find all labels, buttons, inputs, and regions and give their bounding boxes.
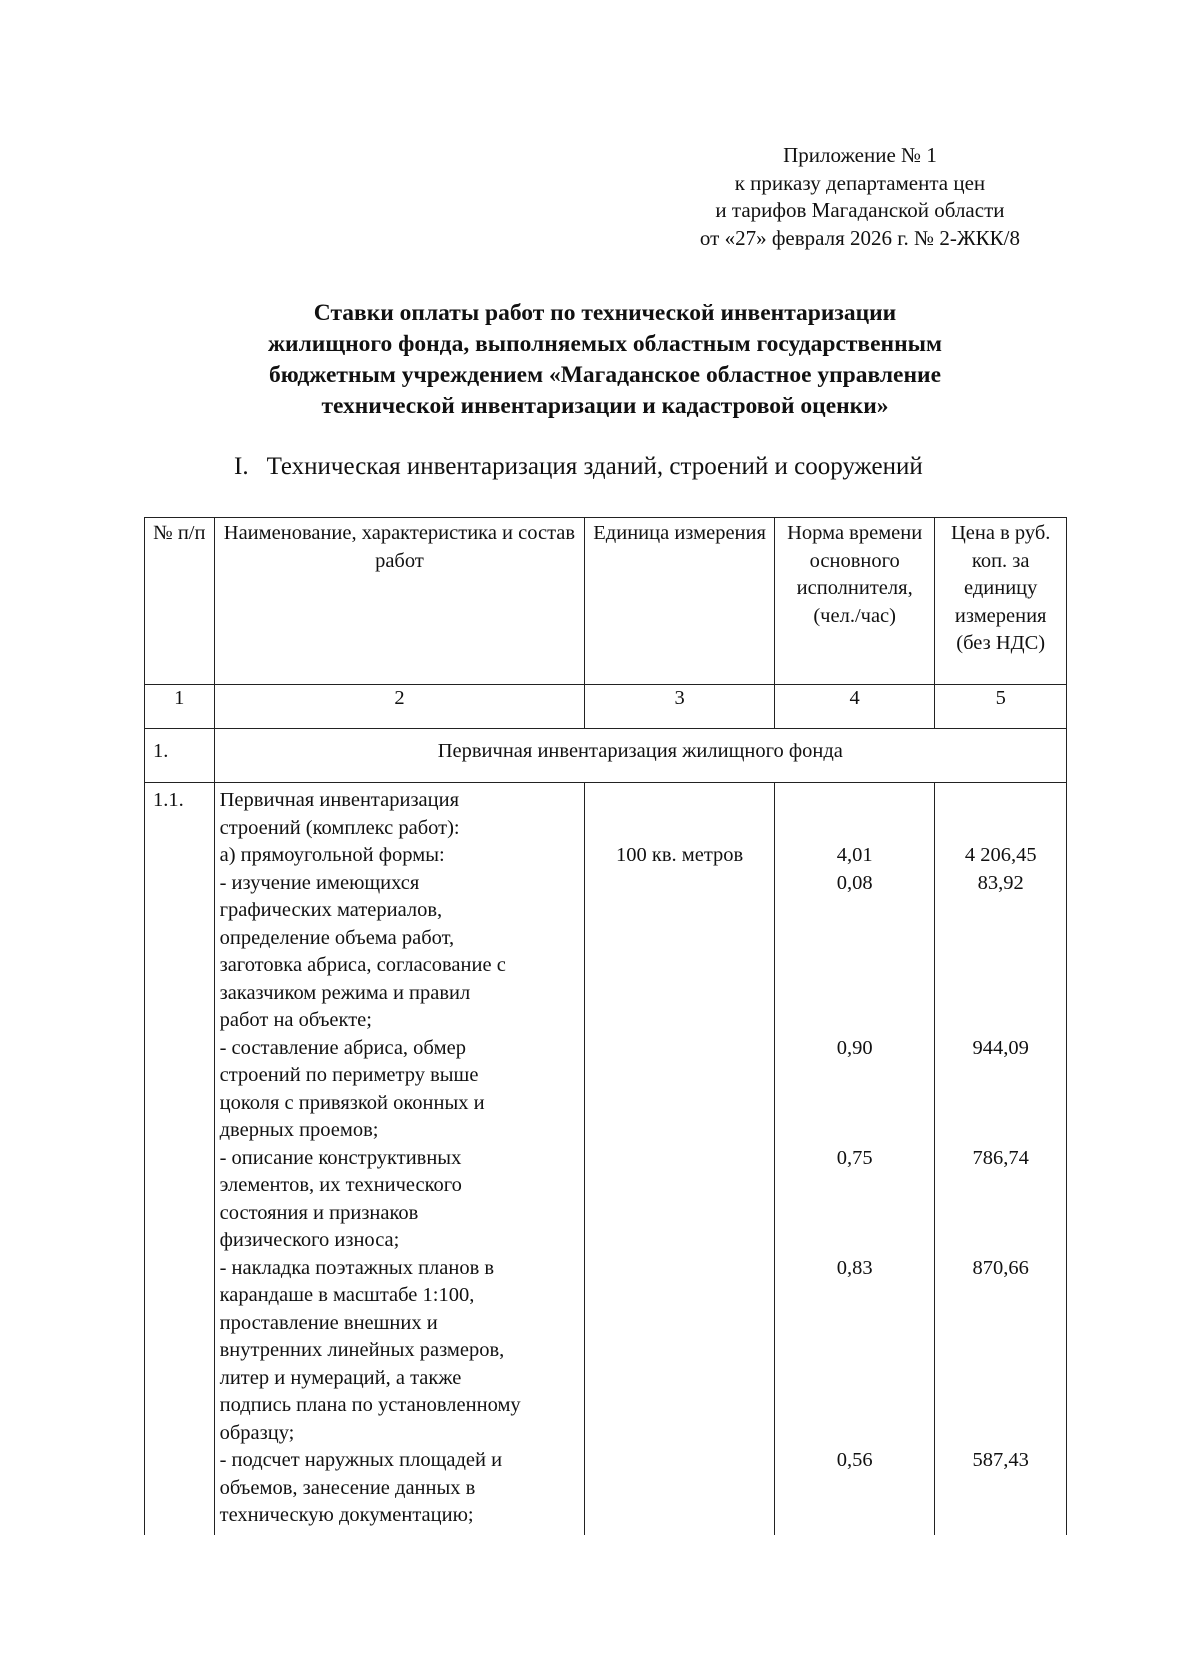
price-value: 587,43: [972, 1449, 1029, 1471]
price-value: 4 206,45: [964, 844, 1037, 866]
price-value: [940, 787, 1061, 815]
norm-value: 0,08: [836, 871, 873, 894]
row-number: 1.1.: [145, 783, 215, 1536]
price-value: [940, 1310, 1061, 1338]
description-line: литер и нумераций, а также: [219, 1366, 462, 1389]
section-row-number: 1.: [145, 729, 215, 783]
norm-value: [780, 1227, 929, 1255]
appendix-line: к приказу департамента цен: [734, 170, 986, 195]
price-value: [940, 1420, 1061, 1448]
norm-value: [780, 1337, 929, 1365]
header-cell-unit: Единица измерения: [585, 518, 775, 685]
row-unit: 100 кв. метров: [615, 844, 744, 866]
section-row-title: Первичная инвентаризация жилищного фонда: [214, 729, 1066, 783]
norm-value: 0,75: [836, 1146, 873, 1169]
row-norms: [774, 783, 934, 1536]
price-value: [940, 1007, 1061, 1035]
description-line: - составление абриса, обмер: [219, 1036, 466, 1059]
price-value: [940, 1117, 1061, 1145]
row-unit-cell: [585, 783, 775, 1536]
norm-value: [780, 1310, 929, 1338]
price-value: [940, 1282, 1061, 1310]
description-line: - подсчет наружных площадей и: [219, 1449, 503, 1471]
description-line: работ на объекте;: [219, 1009, 372, 1031]
price-value: [940, 980, 1061, 1008]
description-line: элементов, их технического: [219, 1174, 462, 1196]
document-title: [140, 298, 1070, 422]
description-line: дверных проемов;: [219, 1119, 379, 1141]
norm-value: [780, 787, 929, 815]
section-text: Техническая инвентаризация зданий, строений и сооружений: [266, 453, 923, 480]
price-value: [940, 897, 1061, 925]
header-cell-number: № п/п: [145, 518, 215, 685]
column-number: 5: [935, 685, 1067, 729]
description-line: техническую документацию;: [219, 1504, 474, 1526]
norm-value: [780, 1062, 929, 1090]
norm-value: [780, 897, 929, 925]
price-value: 83,92: [977, 871, 1024, 894]
description-line: - изучение имеющихся: [219, 871, 420, 894]
row-description: [214, 783, 585, 1536]
norm-value: 0,90: [836, 1036, 873, 1059]
description-line: объемов, занесение данных в: [219, 1476, 476, 1499]
price-value: [940, 815, 1061, 843]
description-line: цоколя с привязкой оконных и: [219, 1091, 485, 1114]
norm-value: [780, 1117, 929, 1145]
description-line: физического износа;: [219, 1229, 400, 1251]
description-line: строений по периметру выше: [219, 1064, 479, 1086]
price-value: [940, 1062, 1061, 1090]
price-value: [940, 1392, 1061, 1420]
section-row: [145, 729, 1067, 783]
norm-value: 0,83: [836, 1256, 873, 1279]
price-value: [940, 1227, 1061, 1255]
header-cell-price: Цена в руб. коп. за единицу измерения (без НДС): [935, 518, 1067, 685]
column-number: 1: [145, 685, 215, 729]
appendix-line: и тарифов Магаданской области: [715, 198, 1005, 222]
description-line: заготовка абриса, согласование с: [219, 954, 506, 976]
description-line: проставление внешних и: [219, 1311, 438, 1334]
norm-value: [780, 815, 929, 843]
price-value: [940, 1200, 1061, 1228]
appendix-line: от «27» февраля 2026 г. № 2-ЖКК/8: [699, 225, 1020, 250]
column-number: 4: [774, 685, 934, 729]
price-value: [940, 1365, 1061, 1393]
norm-value: [780, 1200, 929, 1228]
price-value: 944,09: [972, 1036, 1029, 1059]
title-line: Ставки оплаты работ по технической инвентаризации: [313, 300, 897, 326]
norm-value: 4,01: [836, 844, 873, 866]
column-number: 3: [585, 685, 775, 729]
price-value: 870,66: [972, 1256, 1029, 1279]
price-value: [940, 1502, 1061, 1530]
norm-value: [780, 1007, 929, 1035]
description-line: - описание конструктивных: [219, 1146, 462, 1169]
description-line: а) прямоугольной формы:: [219, 844, 445, 866]
appendix-line: Приложение № 1: [783, 143, 937, 167]
norm-value: [780, 1502, 929, 1530]
norm-value: [780, 1282, 929, 1310]
description-line: подпись плана по установленному: [219, 1394, 521, 1416]
section-number: I.: [234, 453, 249, 480]
norm-value: [780, 1090, 929, 1118]
norm-value: [780, 1420, 929, 1448]
section-heading: [234, 452, 923, 482]
norm-value: [780, 1475, 929, 1503]
price-value: [940, 1172, 1061, 1200]
description-line: состояния и признаков: [219, 1201, 419, 1224]
price-value: [940, 1090, 1061, 1118]
description-line: - накладка поэтажных планов в: [219, 1256, 495, 1279]
header-cell-name: Наименование, характеристика и состав работ: [214, 518, 585, 685]
norm-value: [780, 925, 929, 953]
price-value: 786,74: [972, 1146, 1029, 1169]
price-value: [940, 1475, 1061, 1503]
price-value: [940, 1337, 1061, 1365]
description-line: строений (комплекс работ):: [219, 816, 460, 839]
description-line: карандаше в масштабе 1:100,: [219, 1284, 475, 1306]
description-line: образцу;: [219, 1421, 295, 1444]
table-header-row: [145, 518, 1067, 685]
norm-value: [780, 1392, 929, 1420]
title-line: жилищного фонда, выполняемых областным государственным: [267, 331, 942, 357]
norm-value: [780, 952, 929, 980]
price-value: [940, 925, 1061, 953]
description-line: внутренних линейных размеров,: [219, 1339, 505, 1361]
rates-table: [144, 517, 1067, 1535]
table-row: [145, 783, 1067, 1536]
norm-value: 0,56: [836, 1449, 873, 1471]
title-line: бюджетным учреждением «Магаданское областное управление: [268, 362, 941, 388]
norm-value: [780, 980, 929, 1008]
description-line: заказчиком режима и правил: [219, 981, 471, 1004]
column-number-row: [145, 685, 1067, 729]
description-line: графических материалов,: [219, 899, 443, 921]
title-line: технической инвентаризации и кадастровой оценки»: [321, 393, 889, 419]
description-line: определение объема работ,: [219, 926, 455, 949]
norm-value: [780, 1365, 929, 1393]
row-prices: [935, 783, 1067, 1536]
norm-value: [780, 1172, 929, 1200]
description-line: Первичная инвентаризация: [219, 789, 460, 811]
price-value: [940, 952, 1061, 980]
column-number: 2: [214, 685, 585, 729]
header-cell-norm: Норма времени основного исполнителя, (чел./час): [774, 518, 934, 685]
appendix-header: [700, 142, 1020, 252]
